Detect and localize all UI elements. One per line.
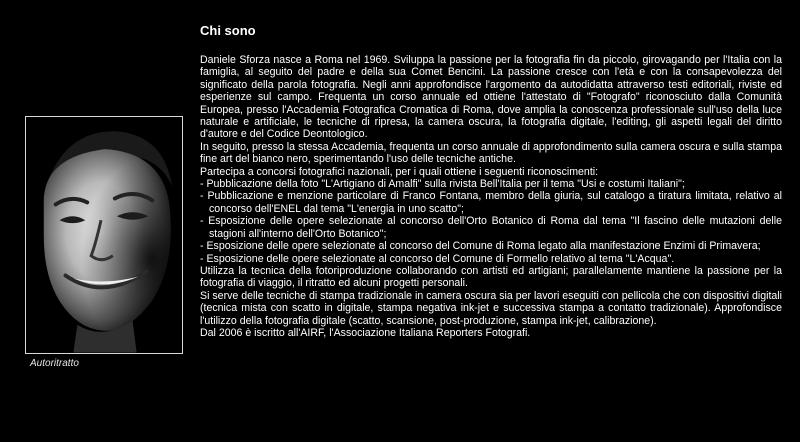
- bio-paragraph: Utilizza la tecnica della fotoriproduzione collaborando con artisti ed artigiani; parallelamente mantiene la passione per la fotografia di viaggio, il ritratto ed alcuni progetti personali.: [200, 264, 782, 290]
- portrait-caption: Autoritratto: [30, 358, 79, 369]
- self-portrait-photo: [25, 116, 183, 354]
- bio-paragraph: Si serve delle tecniche di stampa tradizionale in camera oscura sia per lavori eseguiti con pellicola che con dispositivi digitali (tecnica mista con scatto in digitale, stampa negativa ink-jet e successiva stampa a contatto tradizionale). Approfondisce l'utilizzo della fotografia digitale (scatto, scansione, post-produzione, stampa ink-jet, calibrazione).: [200, 289, 782, 327]
- award-item: - Pubblicazione e menzione particolare di Franco Fontana, membro della giuria, sul catalogo a tiratura limitata, relativo al concorso dell'ENEL dal tema "L'energia in uno scatto";: [200, 190, 782, 215]
- award-item: - Esposizione delle opere selezionate al concorso dell'Orto Botanico di Roma dal tema "Il fascino delle mutazioni delle stagioni all'interno dell'Orto Botanico";: [200, 215, 782, 240]
- bio-paragraph: Daniele Sforza nasce a Roma nel 1969. Sviluppa la passione per la fotografia fin da piccolo, girovagando per l'Italia con la famiglia, al seguito del padre e della sua Comet Bencini. La passione cresce con l'età e con la consapevolezza del significato della parola fotografia. Negli anni approfondisce l'argomento da autodidatta attraverso testi editoriali, riviste ed esperienze sul campo. Frequenta un corso annuale ed ottiene l'attestato di "Fotografo" riconosciuto dalla Comunità Europea, presso l'Accademia Fotografica Cromatica di Roma, dove amplia la conoscenza professionale sull'uso della luce naturale e artificiale, le tecniche di ripresa, la camera oscura, la fotografia digitale, l'editing, gli aspetti legali del diritto d'autore e del Codice Deontologico.: [200, 54, 782, 141]
- bio-paragraph: Partecipa a concorsi fotografici nazionali, per i quali ottiene i seguenti riconoscimenti:: [200, 165, 599, 178]
- page-title: Chi sono: [200, 23, 256, 38]
- award-item: - Esposizione delle opere selezionate al concorso del Comune di Roma legato alla manifestazione Enzimi di Primavera;: [200, 240, 761, 253]
- portrait-image: [26, 117, 182, 353]
- awards-list: [200, 178, 782, 265]
- award-item: - Pubblicazione della foto "L'Artigiano di Amalfi" sulla rivista Bell'Italia per il tema "Usi e costumi Italiani";: [200, 178, 685, 191]
- bio-paragraph: In seguito, presso la stessa Accademia, frequenta un corso annuale di approfondimento sulla camera oscura e sulla stampa fine art del bianco nero, sperimentando l'uso delle tecniche antiche.: [200, 140, 782, 166]
- biography-text: [200, 54, 782, 339]
- bio-paragraph: Dal 2006 è iscritto all'AIRF, l'Associazione Italiana Reporters Fotografi.: [200, 326, 531, 339]
- award-item: - Esposizione delle opere selezionate al concorso del Comune di Formello relativo al tema "L'Acqua".: [200, 252, 675, 265]
